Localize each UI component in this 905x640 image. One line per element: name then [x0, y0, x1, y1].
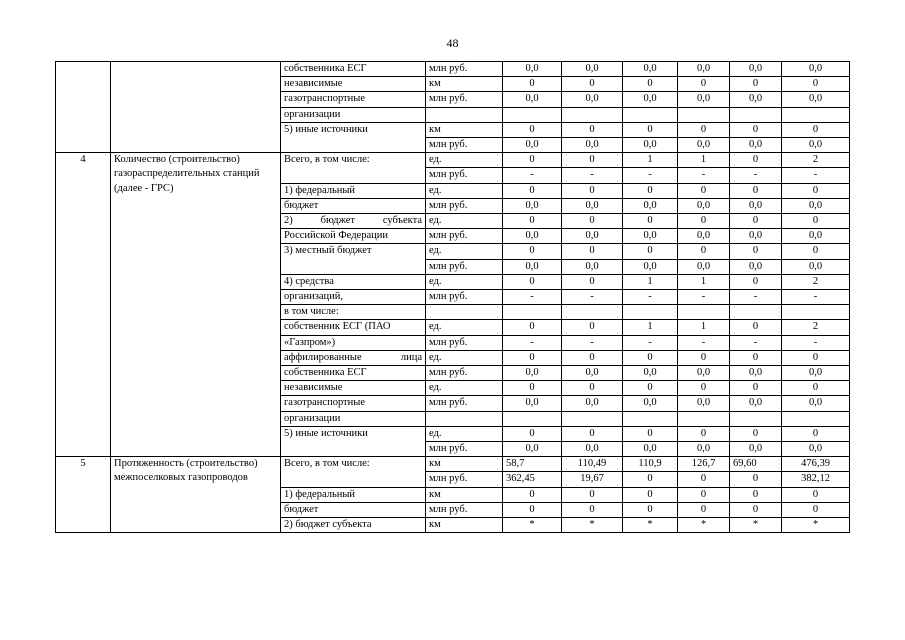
value-cell: 0 [678, 381, 730, 396]
funding-source-cell: собственника ЕСГ [281, 62, 426, 77]
funding-source-cell: собственник ЕСГ (ПАО [281, 320, 426, 335]
value-cell: 0,0 [730, 138, 782, 153]
funding-source-cell: 5) иные источники [281, 426, 426, 456]
value-cell: 0,0 [678, 198, 730, 213]
funding-source-cell: организаций, [281, 290, 426, 305]
value-cell: - [678, 168, 730, 183]
value-cell: 0,0 [730, 198, 782, 213]
value-cell: 0 [678, 77, 730, 92]
value-cell: - [562, 290, 623, 305]
value-cell: 0,0 [730, 396, 782, 411]
value-cell: 0 [623, 214, 678, 229]
value-cell [678, 107, 730, 122]
unit-cell: км [426, 457, 503, 472]
value-cell: - [678, 335, 730, 350]
value-cell: 0,0 [503, 92, 562, 107]
unit-cell: ед. [426, 320, 503, 335]
value-cell: 0,0 [562, 92, 623, 107]
value-cell: - [678, 290, 730, 305]
value-cell: 0 [730, 472, 782, 487]
value-cell: 1 [678, 274, 730, 289]
value-cell: 0 [623, 472, 678, 487]
value-cell: - [503, 168, 562, 183]
value-cell: 0 [562, 214, 623, 229]
value-cell: 0,0 [623, 62, 678, 77]
value-cell: 0,0 [678, 366, 730, 381]
unit-cell: ед. [426, 183, 503, 198]
value-cell: 0 [623, 426, 678, 441]
funding-source-cell: газотранспортные [281, 92, 426, 107]
value-cell [730, 305, 782, 320]
value-cell: 0,0 [503, 62, 562, 77]
funding-source-cell: бюджет [281, 502, 426, 517]
value-cell: 0,0 [782, 62, 850, 77]
value-cell [503, 305, 562, 320]
value-cell: 0,0 [562, 229, 623, 244]
value-cell: 0 [503, 350, 562, 365]
value-cell: 0 [730, 320, 782, 335]
value-cell: 0 [503, 381, 562, 396]
unit-cell: ед. [426, 426, 503, 441]
unit-cell: млн руб. [426, 168, 503, 183]
funding-source-cell: собственника ЕСГ [281, 366, 426, 381]
value-cell [678, 411, 730, 426]
value-cell: 1 [678, 320, 730, 335]
value-cell: 0 [730, 487, 782, 502]
value-cell: 0,0 [782, 396, 850, 411]
value-cell: 0,0 [503, 442, 562, 457]
value-cell: 0 [678, 183, 730, 198]
unit-cell: млн руб. [426, 502, 503, 517]
value-cell: 0 [623, 350, 678, 365]
value-cell: 0,0 [623, 259, 678, 274]
value-cell: 0,0 [562, 396, 623, 411]
value-cell [730, 411, 782, 426]
row-number-cell: 5 [56, 457, 111, 533]
value-cell: 0 [678, 244, 730, 259]
funding-source-cell: «Газпром») [281, 335, 426, 350]
unit-cell: млн руб. [426, 92, 503, 107]
unit-cell: ед. [426, 153, 503, 168]
value-cell: 0 [782, 214, 850, 229]
value-cell: 0,0 [678, 259, 730, 274]
value-cell: 1 [623, 274, 678, 289]
value-cell: 0 [730, 350, 782, 365]
value-cell: 0 [562, 274, 623, 289]
value-cell: 0 [730, 77, 782, 92]
value-cell: 0 [730, 244, 782, 259]
value-cell [562, 107, 623, 122]
value-cell: 0 [623, 381, 678, 396]
value-cell: 0,0 [678, 62, 730, 77]
value-cell: 0 [503, 153, 562, 168]
value-cell: 0,0 [782, 259, 850, 274]
unit-cell: км [426, 77, 503, 92]
indicator-cell [111, 62, 281, 153]
value-cell: * [562, 518, 623, 533]
value-cell [503, 107, 562, 122]
value-cell: 0,0 [623, 396, 678, 411]
value-cell: 0 [678, 502, 730, 517]
value-cell [503, 411, 562, 426]
value-cell: 476,39 [782, 457, 850, 472]
value-cell: 1 [623, 320, 678, 335]
funding-source-cell: 1) федеральный [281, 487, 426, 502]
value-cell: 0,0 [782, 92, 850, 107]
value-cell: 0 [730, 426, 782, 441]
value-cell: 0 [562, 487, 623, 502]
value-cell: 110,49 [562, 457, 623, 472]
unit-cell: ед. [426, 274, 503, 289]
unit-cell: ед. [426, 350, 503, 365]
table-body [56, 62, 850, 533]
value-cell: - [623, 168, 678, 183]
value-cell: 0 [730, 122, 782, 137]
table-row [56, 153, 850, 168]
value-cell: 0,0 [503, 138, 562, 153]
unit-cell: млн руб. [426, 442, 503, 457]
row-number-cell: 4 [56, 153, 111, 457]
funding-source-cell: 5) иные источники [281, 122, 426, 152]
value-cell: 0 [503, 122, 562, 137]
value-cell: 0,0 [623, 92, 678, 107]
value-cell [623, 107, 678, 122]
value-cell: 0,0 [782, 229, 850, 244]
value-cell: 0 [730, 214, 782, 229]
value-cell: 0 [503, 244, 562, 259]
value-cell: 0,0 [782, 198, 850, 213]
value-cell: 0,0 [562, 198, 623, 213]
value-cell: - [623, 335, 678, 350]
value-cell [782, 411, 850, 426]
value-cell: 0 [503, 77, 562, 92]
value-cell: 0,0 [730, 92, 782, 107]
value-cell: 0 [782, 487, 850, 502]
funding-source-cell: бюджет [281, 198, 426, 213]
value-cell: 0,0 [678, 92, 730, 107]
unit-cell: км [426, 487, 503, 502]
value-cell: 0,0 [503, 259, 562, 274]
unit-cell: млн руб. [426, 396, 503, 411]
value-cell: - [730, 290, 782, 305]
value-cell: 0 [562, 350, 623, 365]
value-cell: 0 [678, 487, 730, 502]
value-cell: 0,0 [782, 366, 850, 381]
value-cell: 0,0 [678, 442, 730, 457]
row-number-cell [56, 62, 111, 153]
value-cell: 0 [503, 426, 562, 441]
value-cell: 0,0 [623, 138, 678, 153]
value-cell: 0 [782, 502, 850, 517]
value-cell: 0,0 [503, 198, 562, 213]
value-cell: 0 [503, 487, 562, 502]
value-cell: 19,67 [562, 472, 623, 487]
value-cell: - [503, 335, 562, 350]
funding-source-cell: организации [281, 411, 426, 426]
value-cell: 0 [503, 320, 562, 335]
data-table [55, 61, 850, 533]
funding-source-cell: 3) местный бюджет [281, 244, 426, 274]
value-cell: - [562, 335, 623, 350]
unit-cell [426, 411, 503, 426]
value-cell: 0 [503, 502, 562, 517]
value-cell: 0,0 [730, 62, 782, 77]
value-cell: 0 [562, 320, 623, 335]
table-row [56, 62, 850, 77]
unit-cell: млн руб. [426, 198, 503, 213]
indicator-cell: Количество (строительство) газораспределительных станций (далее - ГРС) [111, 153, 281, 457]
unit-cell [426, 107, 503, 122]
value-cell: 0 [623, 244, 678, 259]
value-cell: 0 [562, 426, 623, 441]
funding-source-cell: аффилированные лица [281, 350, 426, 365]
value-cell: 0,0 [562, 138, 623, 153]
value-cell: 0,0 [678, 396, 730, 411]
value-cell: 0,0 [730, 366, 782, 381]
value-cell: 382,12 [782, 472, 850, 487]
unit-cell: ед. [426, 214, 503, 229]
value-cell: - [503, 290, 562, 305]
value-cell: 2 [782, 274, 850, 289]
unit-cell: млн руб. [426, 335, 503, 350]
value-cell: * [503, 518, 562, 533]
table-row [56, 457, 850, 472]
value-cell: 110,9 [623, 457, 678, 472]
funding-source-cell: газотранспортные [281, 396, 426, 411]
value-cell: 0 [730, 502, 782, 517]
unit-cell: млн руб. [426, 229, 503, 244]
value-cell: - [730, 335, 782, 350]
value-cell: 0,0 [678, 138, 730, 153]
value-cell: 1 [623, 153, 678, 168]
value-cell: 0,0 [623, 366, 678, 381]
unit-cell: млн руб. [426, 62, 503, 77]
funding-source-cell: Всего, в том числе: [281, 153, 426, 183]
funding-source-cell: независимые [281, 381, 426, 396]
value-cell: 0,0 [730, 442, 782, 457]
value-cell: 1 [678, 153, 730, 168]
value-cell: 0 [503, 274, 562, 289]
value-cell [782, 107, 850, 122]
value-cell: 0,0 [562, 259, 623, 274]
funding-source-cell: 2) бюджет субъекта [281, 518, 426, 533]
value-cell: 0 [782, 244, 850, 259]
value-cell: - [623, 290, 678, 305]
value-cell: 0 [730, 274, 782, 289]
unit-cell: млн руб. [426, 138, 503, 153]
value-cell: - [782, 335, 850, 350]
value-cell: 0 [623, 183, 678, 198]
funding-source-cell: в том числе: [281, 305, 426, 320]
value-cell: * [782, 518, 850, 533]
value-cell: 0 [782, 381, 850, 396]
value-cell: 0,0 [678, 229, 730, 244]
value-cell: 0 [730, 381, 782, 396]
value-cell: 0 [782, 350, 850, 365]
value-cell: 0,0 [503, 396, 562, 411]
value-cell: 0 [562, 122, 623, 137]
value-cell: * [678, 518, 730, 533]
value-cell: 0 [562, 153, 623, 168]
funding-source-cell: Всего, в том числе: [281, 457, 426, 487]
funding-source-cell: 4) средства [281, 274, 426, 289]
value-cell: 0 [503, 214, 562, 229]
value-cell: * [730, 518, 782, 533]
value-cell: 69,60 [730, 457, 782, 472]
value-cell [678, 305, 730, 320]
indicator-cell: Протяженность (строительство) межпоселковых газопроводов [111, 457, 281, 533]
value-cell [730, 107, 782, 122]
value-cell: 0,0 [623, 198, 678, 213]
value-cell: 0,0 [623, 442, 678, 457]
unit-cell: ед. [426, 381, 503, 396]
funding-source-cell: независимые [281, 77, 426, 92]
value-cell: 0 [730, 183, 782, 198]
value-cell: 0 [623, 502, 678, 517]
unit-cell: млн руб. [426, 366, 503, 381]
value-cell [623, 305, 678, 320]
value-cell: 58,7 [503, 457, 562, 472]
value-cell: 0 [623, 77, 678, 92]
value-cell: 0 [562, 183, 623, 198]
value-cell: 0 [562, 381, 623, 396]
value-cell: 2 [782, 153, 850, 168]
value-cell: 0,0 [730, 229, 782, 244]
value-cell: 0 [782, 183, 850, 198]
funding-source-cell: организации [281, 107, 426, 122]
value-cell: 0 [562, 244, 623, 259]
unit-cell: млн руб. [426, 290, 503, 305]
value-cell [623, 411, 678, 426]
value-cell: 0 [678, 426, 730, 441]
value-cell: 0 [678, 122, 730, 137]
funding-source-cell: 2) бюджет субъекта [281, 214, 426, 229]
unit-cell: млн руб. [426, 259, 503, 274]
value-cell: 0,0 [782, 442, 850, 457]
value-cell: 362,45 [503, 472, 562, 487]
value-cell: 0,0 [623, 229, 678, 244]
value-cell: 0,0 [782, 138, 850, 153]
page-number: 48 [446, 36, 459, 50]
unit-cell: км [426, 122, 503, 137]
value-cell: * [623, 518, 678, 533]
value-cell: 0 [782, 77, 850, 92]
funding-source-cell: 1) федеральный [281, 183, 426, 198]
value-cell: - [730, 168, 782, 183]
value-cell: 0 [782, 426, 850, 441]
value-cell: 0,0 [730, 259, 782, 274]
unit-cell [426, 305, 503, 320]
value-cell: 0,0 [503, 366, 562, 381]
value-cell: 0,0 [562, 442, 623, 457]
value-cell: 0,0 [503, 229, 562, 244]
value-cell: 0 [562, 502, 623, 517]
value-cell: - [782, 290, 850, 305]
value-cell: 0 [503, 183, 562, 198]
value-cell [562, 305, 623, 320]
funding-source-cell: Российской Федерации [281, 229, 426, 244]
value-cell: 0 [678, 472, 730, 487]
unit-cell: млн руб. [426, 472, 503, 487]
value-cell: 0,0 [562, 62, 623, 77]
value-cell: 0 [678, 214, 730, 229]
value-cell [782, 305, 850, 320]
value-cell: 0 [623, 487, 678, 502]
value-cell: - [562, 168, 623, 183]
value-cell: 0 [678, 350, 730, 365]
value-cell: 0 [782, 122, 850, 137]
value-cell [562, 411, 623, 426]
value-cell: - [782, 168, 850, 183]
value-cell: 0 [623, 122, 678, 137]
unit-cell: км [426, 518, 503, 533]
value-cell: 126,7 [678, 457, 730, 472]
value-cell: 2 [782, 320, 850, 335]
value-cell: 0 [730, 153, 782, 168]
value-cell: 0,0 [562, 366, 623, 381]
value-cell: 0 [562, 77, 623, 92]
unit-cell: ед. [426, 244, 503, 259]
